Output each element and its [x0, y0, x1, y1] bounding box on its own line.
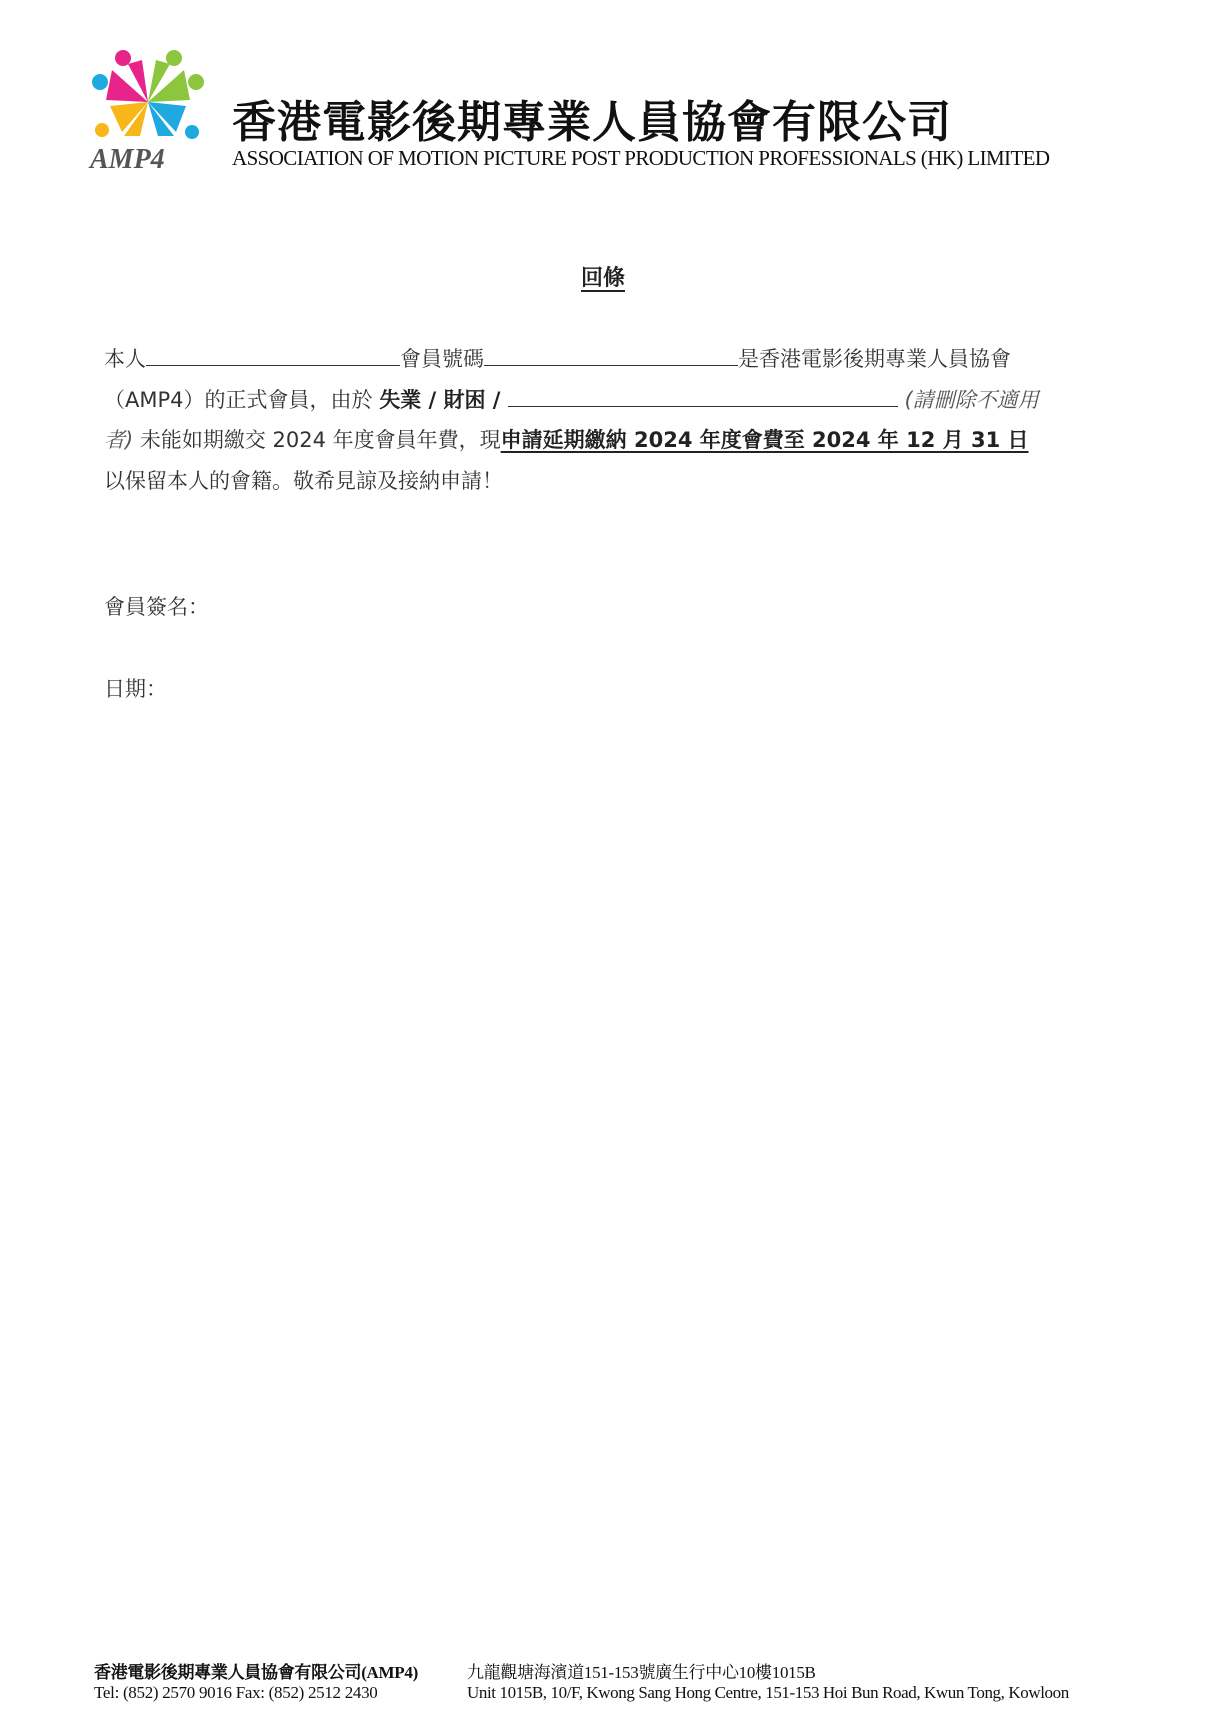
amp4-logo: [84, 40, 214, 176]
body-line-2: [104, 384, 1039, 414]
body-text: 本人: [104, 347, 146, 371]
footer: [94, 1658, 1144, 1718]
member-number-blank[interactable]: [484, 343, 738, 366]
footer-contact: Tel: (852) 2570 9016 Fax: (852) 2512 2430: [94, 1683, 378, 1702]
org-name-chinese: 香港電影後期專業人員協會有限公司: [232, 98, 952, 147]
footer-org-name: 香港電影後期專業人員協會有限公司(AMP4): [94, 1663, 418, 1682]
reason-options: 失業 / 財困 /: [379, 388, 508, 412]
name-blank[interactable]: [146, 343, 400, 366]
member-signature-label: 會員簽名：: [104, 595, 209, 619]
letterhead: [84, 40, 1124, 180]
deferral-request: 申請延期繳納 2024 年度會費至 2024 年 12 月 31 日: [500, 428, 1029, 452]
delete-note: (請刪除不適用: [897, 388, 1039, 412]
delete-note-end: 者): [104, 428, 134, 452]
body-text: 未能如期繳交 2024 年度會員年費，現: [133, 428, 501, 452]
svg-text:AMP4: AMP4: [90, 144, 165, 175]
body-text: 會員號碼: [400, 347, 484, 371]
other-reason-blank[interactable]: [508, 384, 898, 407]
body-text: （AMP4）的正式會員，由於: [104, 388, 380, 412]
body-text: 是香港電影後期專業人員協會: [738, 347, 1011, 371]
body-line-1: [104, 343, 1011, 373]
date-label: 日期：: [104, 677, 167, 701]
body-line-4: 以保留本人的會籍。敬希見諒及接納申請！: [104, 469, 503, 493]
document-title-wrap: [0, 261, 1206, 292]
document-title: 回條: [580, 266, 625, 291]
org-name-english: ASSOCIATION OF MOTION PICTURE POST PRODUCTION PROFESSIONALS (HK) LIMITED: [232, 146, 1050, 170]
body-line-3: [104, 424, 1029, 454]
footer-address-chinese: 九龍觀塘海濱道151-153號廣生行中心10樓1015B: [467, 1663, 816, 1682]
footer-address-english: Unit 1015B, 10/F, Kwong Sang Hong Centre, 151-153 Hoi Bun Road, Kwun Tong, Kowloon: [467, 1683, 1069, 1702]
